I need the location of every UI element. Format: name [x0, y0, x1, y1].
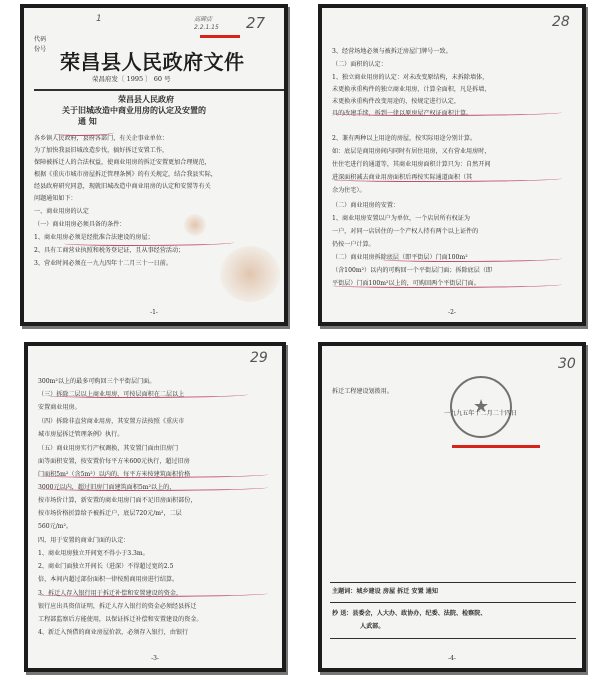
- body-line: 余为住宅）。: [332, 187, 366, 194]
- body-line: 3、经营场地必须与被拆迁房屋门牌号一致。: [332, 48, 452, 55]
- handwritten-page-number: 29: [250, 350, 268, 366]
- stain: [220, 246, 280, 302]
- body-line: 未更换承重构件的独立商业用房，计算全面积，凡是拆墙、: [332, 86, 491, 93]
- red-highlight-line: [452, 445, 540, 448]
- handwritten-note: 高碑店 2.2.1.15: [194, 16, 219, 31]
- document-page-3: [24, 342, 286, 672]
- stain: [184, 214, 206, 236]
- body-line: （二）商业用房拆除底层（即平街层）门面100m²: [332, 254, 468, 261]
- body-line: 四、用于安置的商业门面的认定：: [38, 537, 130, 544]
- body-line: 经县政府研究同意，现就旧城改造中商业用房的认定和安置等有关: [34, 183, 211, 190]
- body-line: 按市场价计算，新安置的商业用房门面不足旧房面积部份，: [38, 497, 197, 504]
- code-label: 代码: [34, 36, 47, 43]
- notice-issuer: 荣昌县人民政府: [118, 94, 174, 104]
- body-line: 如：底层是商用房间内同时有居住用房，又有营业用房时，: [332, 148, 491, 155]
- body-line: （二）商业用房的安置：: [332, 202, 400, 209]
- handwritten-page-number: 30: [558, 356, 576, 372]
- document-page-1: [20, 4, 288, 326]
- body-line: 2、兼有两种以上用途的房屋，按实际用途分别计算。: [332, 135, 477, 142]
- body-line: 2、具有工商营业执照和税务登记证，且从事经营活动；: [34, 247, 185, 254]
- margin-mark: 1: [96, 14, 102, 24]
- cc-line: 人武部。: [360, 623, 385, 630]
- body-line: 3、拆迁人存入银行用于拆迁补偿和安置建设的资金，: [38, 590, 183, 597]
- archive-label: 份号: [34, 46, 47, 53]
- body-line: （含100m²）以内的可购回一个平街层门面；拆除底层（即: [332, 267, 493, 274]
- body-line: 拆迁工程建设划拨用。: [332, 388, 393, 395]
- official-seal: [450, 376, 512, 438]
- body-line: 300m²以上的最多可购回三个平街层门面。: [38, 378, 156, 385]
- divider: [330, 582, 576, 583]
- divider: [330, 638, 576, 639]
- body-line: 工程部监察后方能使用，以保证拆迁补偿和安置建设的资金。: [38, 616, 203, 623]
- body-line: （五）商业用房实行产权调换，其安置门面由旧房门: [38, 445, 179, 452]
- subject-keywords: 主题词：城乡建设 房屋 拆迁 安置 通知: [332, 588, 438, 595]
- body-line: 一户，对同一店居住的一个产权人持有两个以上证件的: [332, 228, 479, 235]
- body-line: 一、商业用房的认定: [34, 208, 89, 215]
- body-line: （二）面积的认定：: [332, 61, 387, 68]
- document-title: 荣昌县人民政府文件: [60, 50, 245, 74]
- body-line: 1、独立商业用房的认定：对未改变原结构，未拆除墙体，: [332, 74, 489, 81]
- body-line: 2、商业门面独立开间长（进深）不得超过宽的2.5: [38, 563, 174, 570]
- divider: [330, 602, 576, 603]
- body-line: 住住宅进行的通道等，其商业用房面积计算只为：自然开间: [332, 161, 491, 168]
- body-line: 面等面积安置，按安置价每平方米600元执行，超过旧房: [38, 458, 190, 465]
- body-line: 各乡镇人民政府，县府各部门，有关企事业单位：: [34, 135, 169, 142]
- document-page-2: [318, 4, 586, 326]
- body-line: 仍按一户计算。: [332, 241, 375, 248]
- body-line: 具的改建手续，拆到一律以原房屋产权证面积计算。: [332, 110, 473, 117]
- body-line: 1、商业用房必须是经批准合法建设的房屋；: [34, 234, 154, 241]
- body-line: 进深面积减去商业用房面积后再按实际通道面积（其: [332, 174, 473, 181]
- page-number: -1-: [150, 309, 158, 316]
- body-line: 门面积5m²（含5m²）以内的，每平方米按建筑面积价格: [38, 471, 191, 478]
- body-line: 平街层）门面100m²以上的，可购回两个平街层门面。: [332, 280, 480, 287]
- body-line: 保障被拆迁人的合法权益，使商业用房的拆迁安置更加合理规范，: [34, 159, 211, 166]
- body-line: 根据《重庆市城市房屋拆迁管理条例》的有关规定，结合我县实际，: [34, 171, 217, 178]
- issue-date: 一九九五年十二月二十四日: [444, 410, 518, 417]
- handwritten-page-number: 27: [246, 14, 266, 32]
- document-page-4: [318, 342, 586, 672]
- body-line: 倍，本间内超过部份面积一律按照商用房进行结算。: [38, 576, 179, 583]
- notice-subtitle: 关于旧城改造中商业用房的认定及安置的: [62, 105, 206, 115]
- handwritten-page-number: 28: [552, 14, 570, 30]
- red-highlight-line: [200, 35, 240, 38]
- body-line: 3、营业时间必须在一九九四年十二月三十一日前。: [34, 260, 172, 267]
- body-line: 560元/m²。: [38, 523, 73, 530]
- body-line: 为了加快我县旧城改造步伐，搞好拆迁安置工作，: [34, 147, 169, 154]
- cc-line: 抄 送：县委会，人大办、政协办，纪委、法院、检察院、: [332, 610, 487, 617]
- body-line: 1、商业用房独立开间宽不得小于3.3m。: [38, 550, 149, 557]
- body-line: 按市场价格折算给予被拆迁户，底层720元/m²，二层: [38, 510, 182, 517]
- document-number: 荣昌府发〔 1995 〕 60 号: [92, 75, 171, 83]
- page-number: -3-: [151, 655, 159, 662]
- body-line: （一）商业用房必须具备的条件：: [34, 221, 126, 228]
- body-line: 城市房屋拆迁管理条例》执行。: [38, 431, 124, 438]
- body-line: 未更换承重构件改变用途的，按规定进行认定，: [332, 98, 460, 105]
- body-line: 4、新迁入预借的商业房屋价款，必须存入银行，由银行: [38, 629, 189, 636]
- body-line: 银行应出具资信证明，拆迁人存入银行的资金必须经县拆迁: [38, 603, 197, 610]
- body-line: （三）拆除二层以上商业用房，可按层面积在二层以上: [38, 391, 185, 398]
- body-line: 3000元以内，超过旧房门面建筑面积5m²以上的，: [38, 484, 176, 491]
- page-number: -4-: [448, 655, 456, 662]
- body-line: （四）拆除非直营商业用房，其安置方法按照《重庆市: [38, 418, 185, 425]
- notice-heading: 通 知: [78, 116, 97, 126]
- body-line: 1、商业用房安置以户为单位，一个店居所有权证为: [332, 215, 470, 222]
- body-line: 安置商业用房。: [38, 404, 81, 411]
- header-rule: [34, 89, 284, 91]
- page-number: -2-: [448, 309, 456, 316]
- body-line: 问题通知如下：: [34, 195, 77, 202]
